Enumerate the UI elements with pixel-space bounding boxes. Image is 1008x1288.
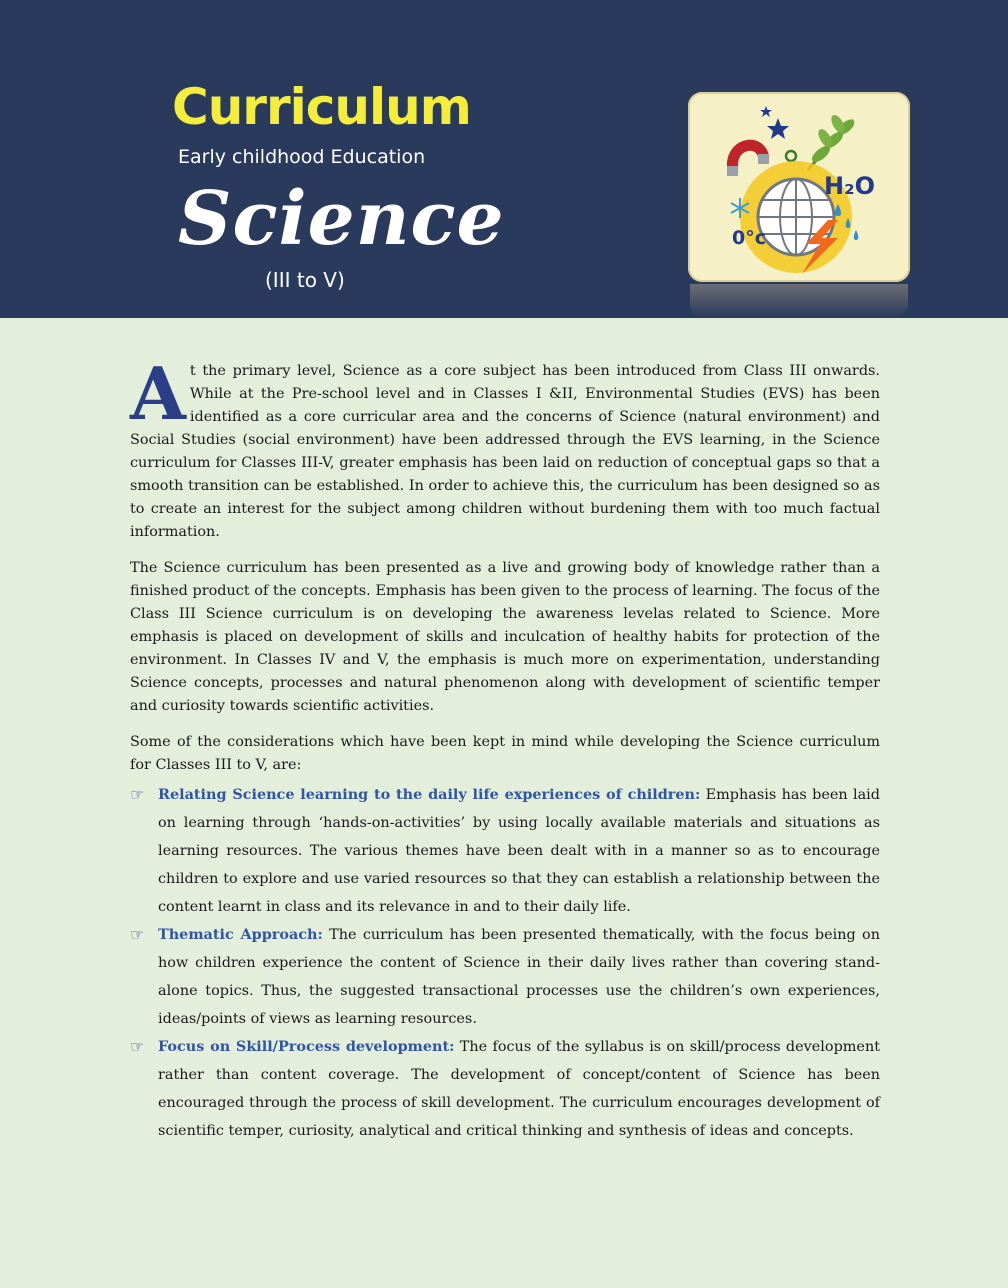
- considerations-list: [130, 781, 880, 1145]
- list-item-text: Emphasis has been laid on learning through ‘hands-on-activities’ by using locally available materials and situations as learning resources. The various themes have been dealt with in a manner so as to encourage children to explore and use varied resources so that they can establish a relationship between the content learnt in class and its relevance in and to their daily life.: [158, 787, 880, 915]
- grade-range: (III to V): [265, 268, 345, 292]
- main-content: [130, 351, 880, 1145]
- list-item: [130, 781, 880, 921]
- magnet-icon: [727, 145, 769, 176]
- logo-reflection: [690, 284, 908, 318]
- paragraph-3: Some of the considerations which have been kept in mind while developing the Science curriculum for Classes III to V, are:: [130, 734, 880, 773]
- list-item: [130, 1033, 880, 1145]
- star-icon: [760, 106, 789, 139]
- page-title: Curriculum: [172, 78, 471, 136]
- leaf-icon: [808, 113, 857, 170]
- list-item-heading: Thematic Approach:: [158, 926, 323, 943]
- science-logo: [688, 92, 910, 282]
- list-item: [130, 921, 880, 1033]
- list-item-text: The curriculum has been presented thematically, with the focus being on how children experience the content of Science in their daily lives rather than covering stand- alone topics. Thus, the suggested transactional processes use the children’s own experiences, ideas/points of views as learning resources.: [158, 927, 880, 1027]
- h2o-label: H₂O: [824, 172, 875, 200]
- list-item-text: The focus of the syllabus is on skill/process development rather than content coverage. The development of concept/content of Science has been encouraged through the process of skill development. The curriculum encourages development of scientific temper, curiosity, analytical and critical thinking and synthesis of ideas and concepts.: [158, 1039, 880, 1139]
- pointing-hand-icon: ☞: [130, 1037, 145, 1056]
- pointing-hand-icon: ☞: [130, 925, 145, 944]
- list-item-heading: Focus on Skill/Process development:: [158, 1038, 455, 1055]
- pointing-hand-icon: ☞: [130, 785, 145, 804]
- paragraph-2: The Science curriculum has been presented as a live and growing body of knowledge rather than a finished product of the concepts. Emphasis has been given to the process of learning. The focus of the Class III Science curriculum is on developing the awareness levelas related to Science. More emphasis is placed on development of skills and inculcation of healthy habits for protection of the environment. In Classes IV and V, the emphasis is much more on experimentation, understanding Science concepts, processes and natural phenomenon along with development of scientific temper and curiosity towards scientific activities.: [130, 560, 880, 714]
- subject-title: Science: [178, 176, 505, 262]
- page-subtitle: Early childhood Education: [178, 146, 426, 168]
- list-item-heading: Relating Science learning to the daily life experiences of children:: [158, 786, 701, 803]
- intro-text: t the primary level, Science as a core subject has been introduced from Class III onwards. While at the Pre-school level and in Classes I &II, Environmental Studies (EVS) has been identified as a core curricular area and the concerns of Science (natural environment) and Social Studies (social environment) have been addressed through the EVS learning, in the Science curriculum for Classes III-V, greater emphasis has been laid on reduction of conceptual gaps so that a smooth transition can be established. In order to achieve this, the curriculum has been designed so as to create an interest for the subject among children without burdening them with too much factual information.: [130, 363, 880, 540]
- intro-paragraph: [130, 351, 880, 544]
- temperature-label: 0°c: [732, 227, 766, 249]
- drop-cap: A: [130, 351, 186, 436]
